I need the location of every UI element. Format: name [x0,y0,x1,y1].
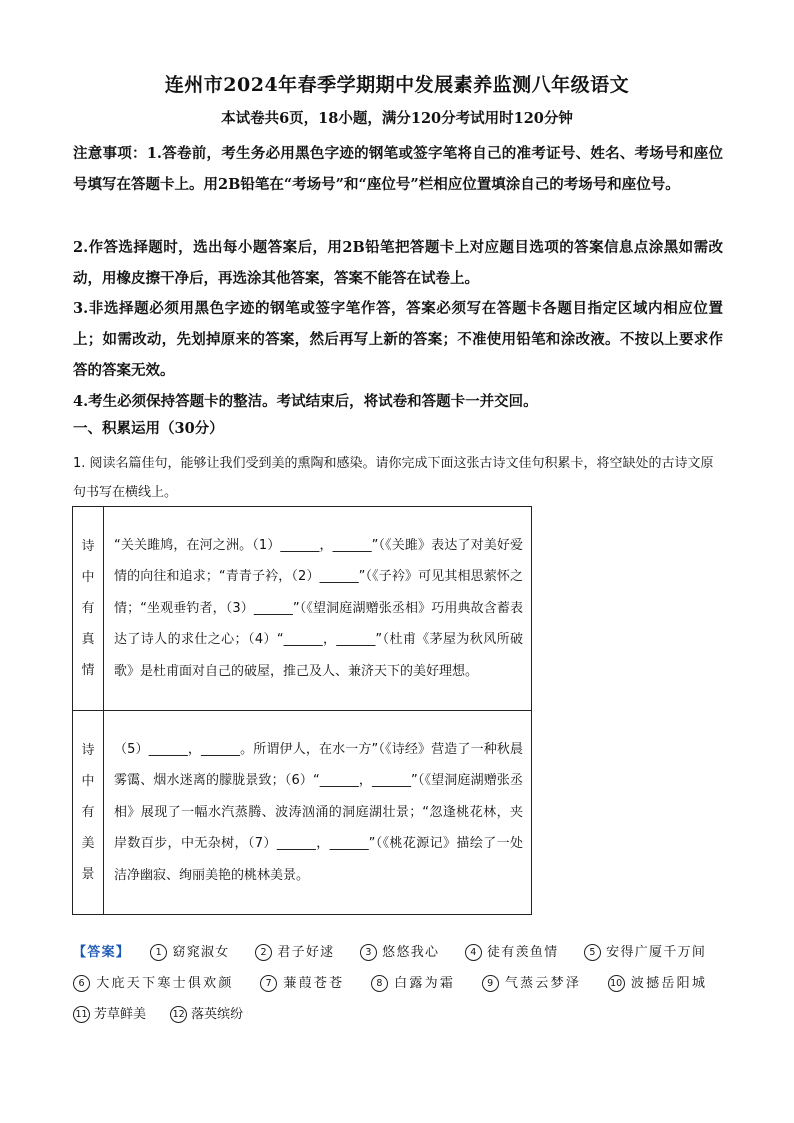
answer-text: 大庇天下寒士俱欢颜 [94,976,234,991]
answer-item [482,976,582,991]
answer-number: 6 [73,975,90,992]
answer-item [73,1007,146,1022]
section-heading: 一、积累运用（30分） [73,420,224,437]
answer-item [465,945,559,960]
answer-block [73,937,725,1030]
notice-item-4: 4.考生必须保持答题卡的整洁。考试结束后，将试卷和答题卡一并交回。 [73,393,538,410]
answer-item [360,945,439,960]
answer-text: 徒有羡鱼情 [485,945,559,960]
answer-text: 波撼岳阳城 [628,976,705,991]
answer-text: 落英缤纷 [191,1007,244,1022]
answer-text: 白露为霜 [391,976,456,991]
answer-number: 1 [150,944,167,961]
question-1-prompt: 1. 阅读名篇佳句，能够让我们受到美的熏陶和感染。请你完成下面这张古诗文佳句积累卡，将空缺处的古诗文原句书写在横线上。 [73,456,714,500]
notice-item-1: 注意事项：1.答卷前，考生务必用黑色字迹的钢笔或签字笔将自己的准考证号、姓名、考场号和座位号填写在答题卡上。用2B铅笔在“考场号”和“座位号”栏相应位置填涂自己的考场号和座位号。 [73,145,723,193]
answer-tag: 【答案】 [73,945,131,960]
row-content: “关关雎鸠，在河之洲。（1）______，______”（《关雎》表达了对美好爱情的向往和追求；“青青子衿，（2）______”（《子衿》可见其相思萦怀之情；“坐观垂钓者，（3）______”（《望洞庭湖赠张丞相》巧用典故含蓄表达了诗人的求仕之心；（4）“______，______”（杜甫《茅屋为秋风所破歌》是杜甫面对自己的破屋，推己及人、兼济天下的美好理想。 [104,507,532,711]
answer-text: 悠悠我心 [380,945,440,960]
row-label: 诗 中 有 美 景 [73,711,104,915]
answer-item [73,976,234,991]
answer-number: 8 [371,975,388,992]
answer-number: 10 [608,975,625,992]
answer-item [170,1007,243,1022]
answer-text: 蒹葭苍苍 [281,976,345,991]
answer-number: 7 [260,975,277,992]
page-title: 连州市2024年春季学期期中发展素养监测八年级语文 [164,74,630,96]
answer-number: 5 [584,944,601,961]
notice-item-3: 3.非选择题必须用黑色字迹的钢笔或签字笔作答，答案必须写在答题卡各题目指定区域内相应位置上；如需改动，先划掉原来的答案，然后再写上新的答案；不准使用铅笔和涂改液。不按以上要求作答的答案无效。 [73,300,723,379]
answer-item [255,945,334,960]
poem-accumulation-card [72,506,532,915]
answer-number: 11 [73,1006,90,1023]
answer-item [584,945,705,960]
answer-text: 气蒸云梦泽 [502,976,582,991]
row-label: 诗 中 有 真 情 [73,507,104,711]
row-content: （5）______，______。所谓伊人，在水一方”（《诗经》营造了一种秋晨雾霭、烟水迷离的朦胧景致；（6）“______，______”（《望洞庭湖赠张丞相》展现了一幅水汽蒸腾、波涛汹涌的洞庭湖壮景；“忽逢桃花林，夹岸数百步，中无杂树，（7）______，______”（《桃花源记》描绘了一处洁净幽寂、绚丽美艳的桃林美景。 [104,711,532,915]
answer-item [608,976,705,991]
answer-item [371,976,455,991]
answer-text: 安得广厦千万间 [604,945,705,960]
answer-item [150,945,229,960]
answer-text: 窈窕淑女 [171,945,230,960]
answer-number: 9 [482,975,499,992]
table-row [73,507,532,711]
answer-number: 3 [360,944,377,961]
exam-info: 本试卷共6页，18小题，满分120分考试用时120分钟 [221,110,573,127]
answer-number: 4 [465,944,482,961]
table-row [73,711,532,915]
answer-text: 芳草鲜美 [94,1007,147,1022]
answer-number: 2 [255,944,272,961]
notice-item-2: 2.作答选择题时，选出每小题答案后，用2B铅笔把答题卡上对应题目选项的答案信息点涂黑如需改动，用橡皮擦干净后，再选涂其他答案，答案不能答在试卷上。 [73,239,723,287]
answer-item [260,976,344,991]
answer-number: 12 [170,1006,187,1023]
answer-list [73,945,725,1022]
answer-text: 君子好逑 [276,945,335,960]
